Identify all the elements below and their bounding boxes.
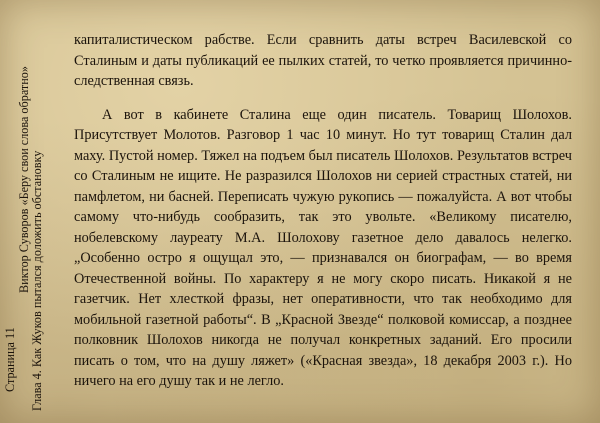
paragraph: А вот в кабинете Сталина еще один писатель. Товарищ Шолохов. Присутствует Молотов. Разговор 1 час 10 минут. Но тут товарищ Сталин дал маху. Пустой номер. Тяжел на подъем был писатель Шолохов. Результатов встреч со Сталиным не ищите. Не разразился Шолохов ни серией страстных статей, ни памфлетом, ни басней. Переписать чужую рукопись — пожалуйста. А вот чтобы самому что-нибудь сообразить, так это увольте. «Великому писателю, нобелевскому лауреату М.А. Шолохову газетное дело давалось нелегко. „Особенно остро я ощущал это, — признавался он биографам, — во время Отечественной войны. По характеру я не могу скоро писать. Никакой я не газетчик. Нет хлесткой фразы, нет оперативности, что так необходимо для мобильной газетной работы“. В „Красной Звезде“ полковой комиссар, а позднее полковник Шолохов никогда не получал конкретных заданий. Его просили писать о том, что на душу ляжет» («Красная звезда», 18 декабря 2003 г.). Но ничего на его душу так и не легло. (74, 106, 572, 389)
page-body (74, 30, 572, 392)
page-number: Страница 11 (3, 327, 17, 392)
book-title: Виктор Суворов «Беру свои слова обратно» (17, 66, 31, 293)
paragraph: капиталистическом рабстве. Если сравнить даты встреч Василевской со Сталиным и даты публикаций ее пылких статей, то четко проявляется причинно-следственная связь. (74, 32, 572, 89)
chapter-title: Глава 4. Как Жуков пытался доложить обстановку (30, 150, 44, 411)
running-header (0, 0, 52, 423)
